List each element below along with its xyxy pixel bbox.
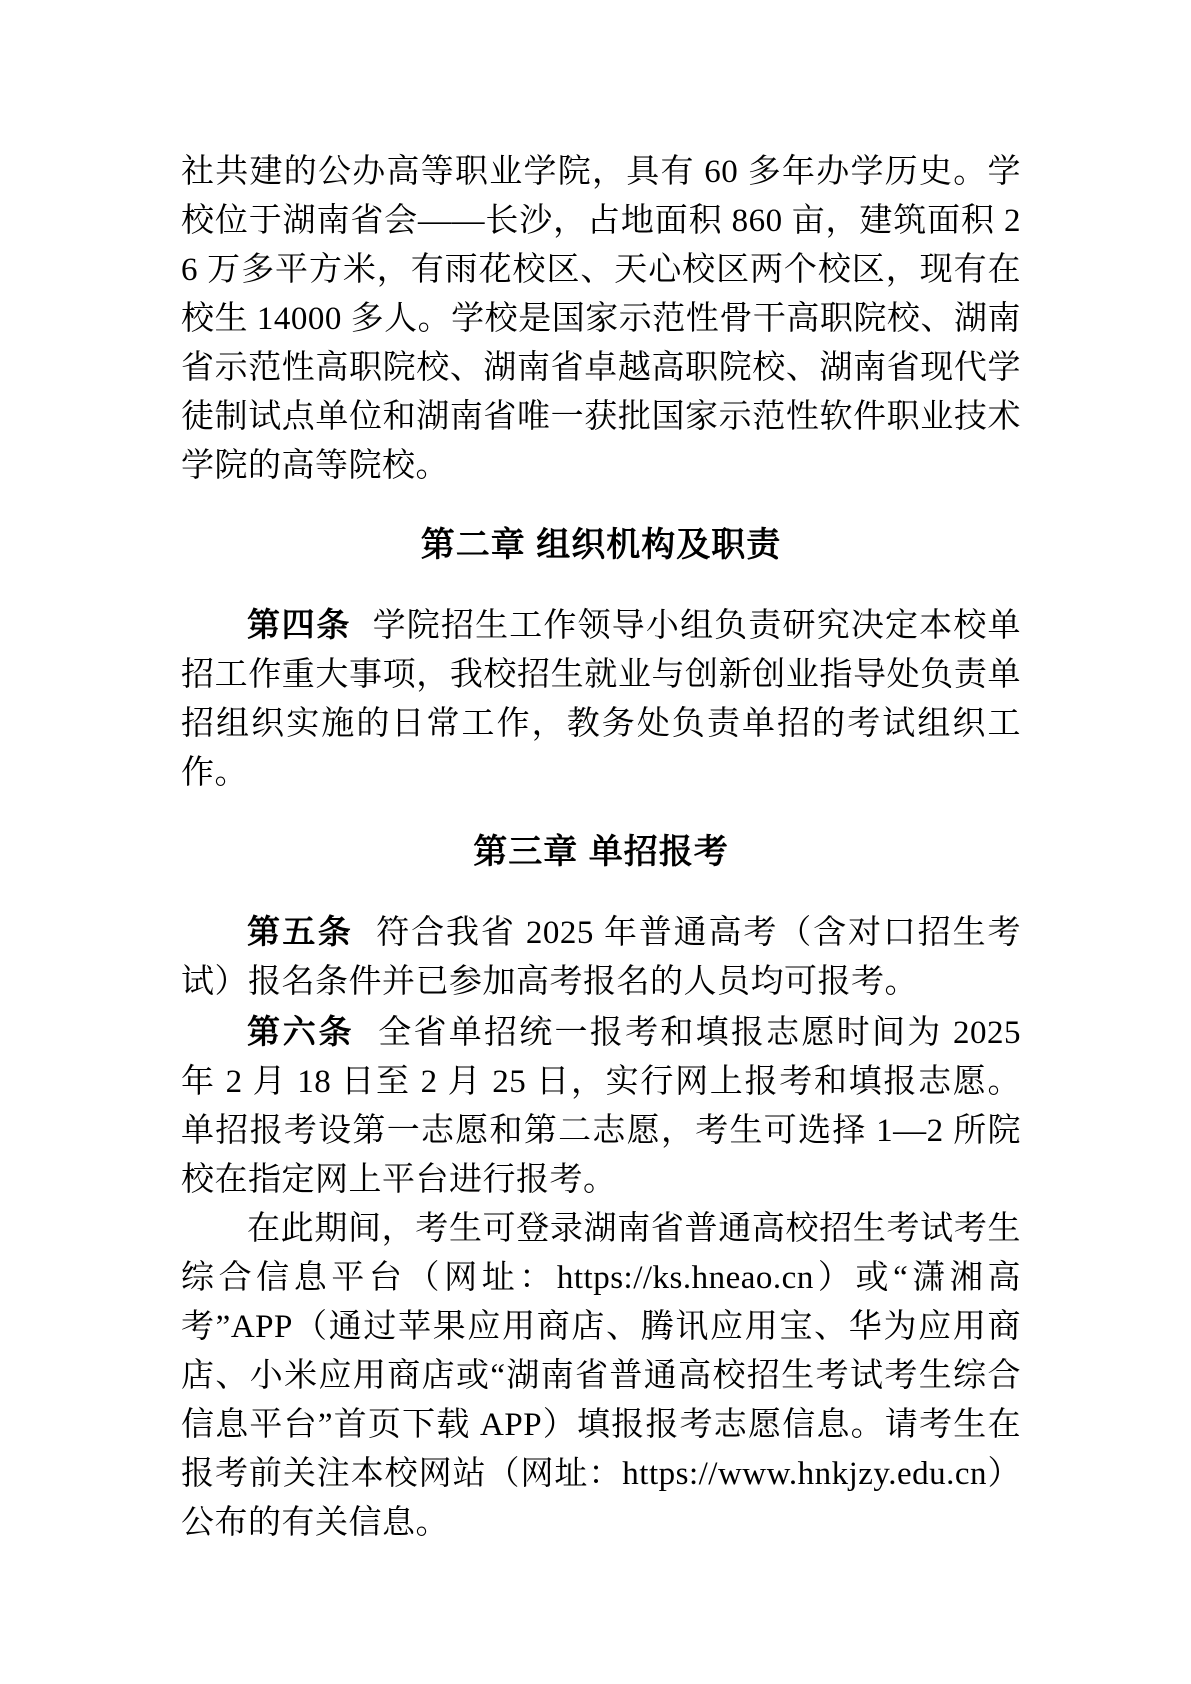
paragraph-text: 学院招生工作领导小组负责研究决定本校单招工作重大事项，我校招生就业与创新创业指导处负责单招组织实施的日常工作，教务处负责单招的考试组织工作。 (181, 608, 1022, 791)
paragraph (181, 600, 1021, 798)
document-body (181, 148, 1021, 1548)
article-number-label: 第四条 (247, 606, 351, 643)
paragraph: 在此期间，考生可登录湖南省普通高校招生考试考生综合信息平台（网址：https://ks.hneao.cn）或“潇湘高考”APP（通过苹果应用商店、腾讯应用宝、华为应用商店、小米应用商店或“湖南省普通高校招生考试考生综合信息平台”首页下载 APP）填报报考志愿信息。请考生在报考前关注本校网站（网址：https://www.hnkjzy.edu.cn）公布的有关信息。 (181, 1211, 1021, 1541)
paragraph (181, 907, 1021, 1007)
paragraph-text: 符合我省 2025 年普通高考（含对口招生考试）报名条件并已参加高考报名的人员均可报考。 (181, 915, 1022, 1000)
chapter-heading: 第二章 组织机构及职责 (420, 526, 782, 564)
paragraph: 社共建的公办高等职业学院，具有 60 多年办学历史。学校位于湖南省会——长沙，占地面积 860 亩，建筑面积 26 万多平方米，有雨花校区、天心校区两个校区，现有在校生 14000 多人。学校是国家示范性骨干高职院校、湖南省示范性高职院校、湖南省卓越高职院校、湖南省现代学徒制试点单位和湖南省唯一获批国家示范性软件职业技术学院的高等院校。 (181, 154, 1022, 484)
paragraph (181, 1007, 1021, 1205)
article-number-label: 第六条 (247, 1013, 355, 1050)
article-number-label: 第五条 (247, 913, 354, 950)
chapter-heading: 第三章 单招报考 (473, 833, 729, 871)
paragraph-text: 全省单招统一报考和填报志愿时间为 2025 年 2 月 18 日至 2 月 25 日，实行网上报考和填报志愿。单招报考设第一志愿和第二志愿，考生可选择 1—2 所院校在指定网上平台进行报考。 (181, 1015, 1022, 1198)
